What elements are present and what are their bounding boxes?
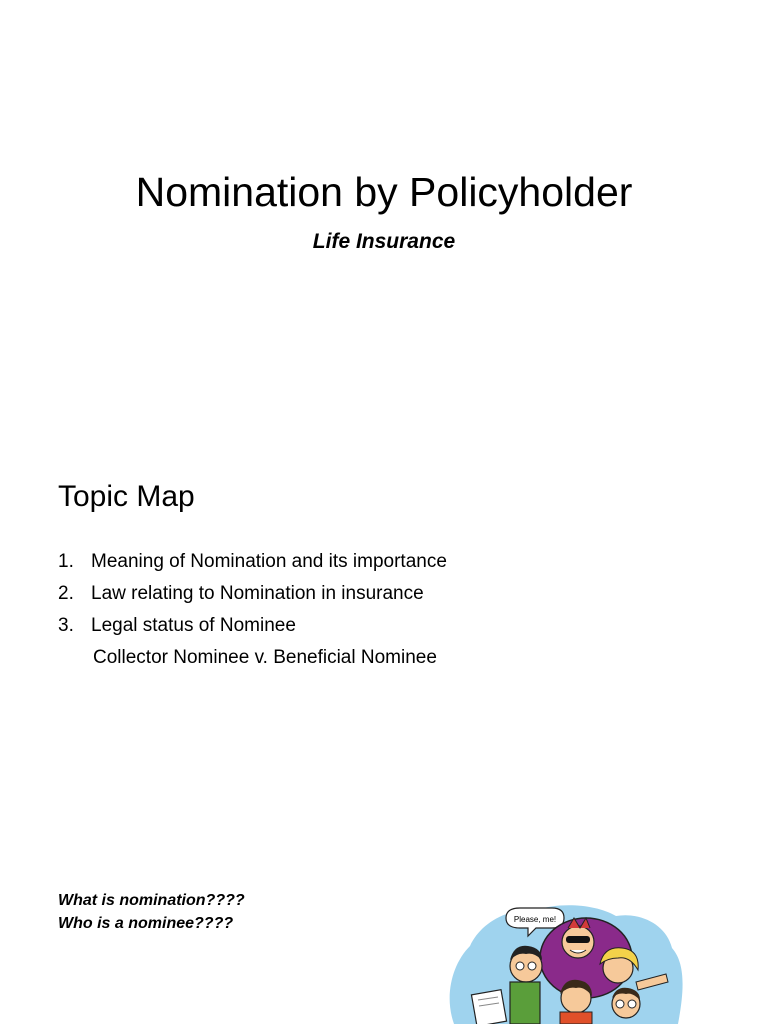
section-heading: Topic Map: [58, 480, 195, 513]
topic-item: [58, 548, 447, 580]
dark-haired-character: [560, 980, 592, 1024]
topic-number: 2.: [58, 583, 74, 604]
topic-item: [58, 612, 447, 644]
topic-number: 1.: [58, 551, 74, 572]
topic-text: Law relating to Nomination in insurance: [91, 583, 424, 604]
question-line: Who is a nominee????: [58, 915, 234, 932]
slide-title: Nomination by Policyholder: [135, 169, 633, 215]
topic-list: [58, 548, 447, 676]
question-line: What is nomination????: [58, 892, 245, 909]
speech-bubble-text: Please, me!: [513, 915, 557, 924]
topic-subitem: Collector Nominee v. Beneficial Nominee: [93, 647, 437, 668]
boy-with-glasses: [612, 988, 640, 1018]
topic-item: [58, 580, 447, 612]
cartoon-illustration: [440, 900, 690, 1024]
slide-subtitle: Life Insurance: [312, 230, 456, 253]
topic-number: 3.: [58, 615, 74, 636]
topic-text: Meaning of Nomination and its importance: [91, 551, 447, 572]
questions: [58, 889, 245, 935]
topic-text: Legal status of Nominee: [91, 615, 296, 636]
